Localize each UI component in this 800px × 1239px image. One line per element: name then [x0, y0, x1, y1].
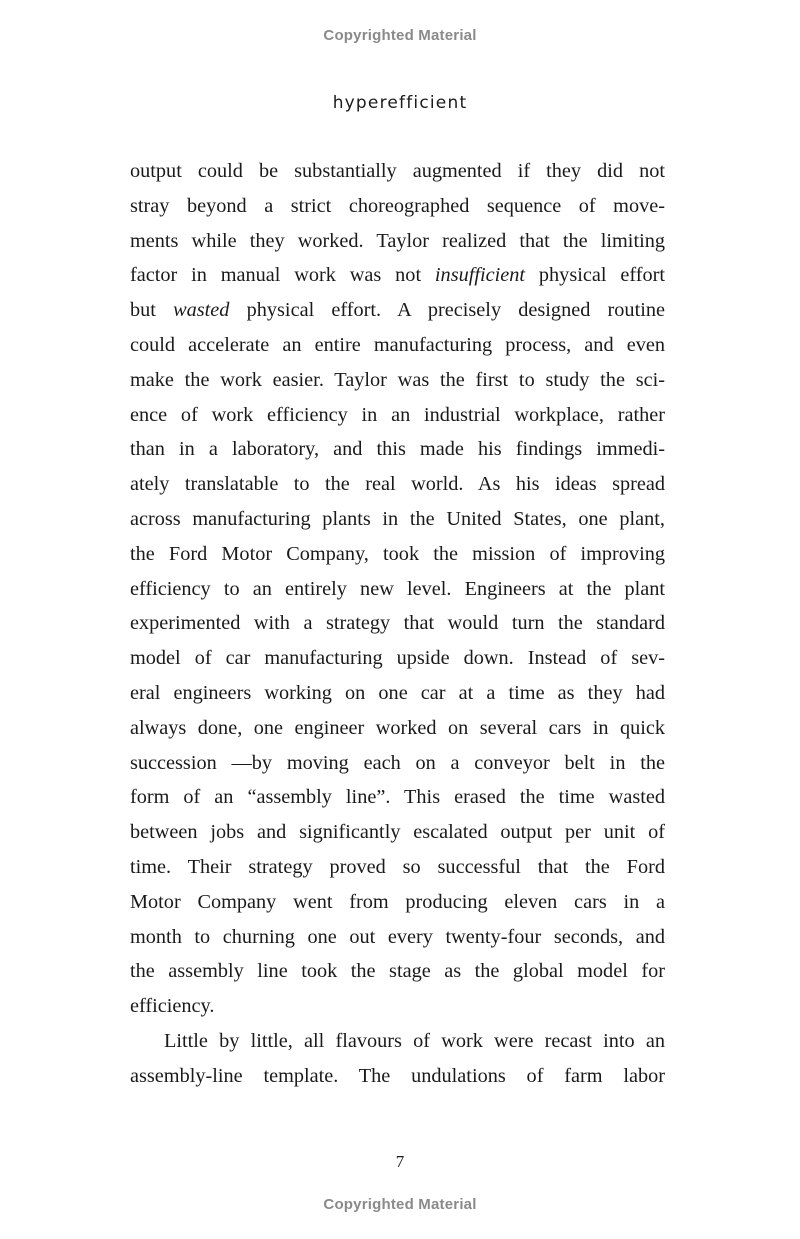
- emphasis-insufficient: insufficient: [434, 264, 526, 287]
- text-line: make the work easier. Taylor was the first to study the sci-: [130, 368, 665, 391]
- text-run: physical effort: [525, 264, 665, 287]
- copyright-watermark-bottom: Copyrighted Material: [323, 1196, 477, 1213]
- paragraph-1: [130, 154, 665, 1024]
- text-line: eral engineers working on one car at a time as they had: [130, 681, 665, 704]
- body-text: [130, 154, 665, 1094]
- text-line: across manufacturing plants in the United States, one plant,: [130, 507, 665, 530]
- paragraph-2: [130, 1024, 665, 1094]
- emphasis-wasted: wasted: [173, 299, 230, 322]
- text-line: time. Their strategy proved so successful that the Ford: [130, 855, 665, 878]
- text-run: but: [130, 299, 174, 322]
- text-line: assembly-line template. The undulations of farm labor: [130, 1064, 665, 1087]
- text-line: the assembly line took the stage as the global model for: [130, 960, 665, 983]
- text-line: month to churning one out every twenty-four seconds, and: [130, 925, 665, 948]
- text-run: factor in manual work was not: [130, 264, 435, 287]
- text-line: could accelerate an entire manufacturing process, and even: [130, 333, 665, 356]
- text-line: efficiency to an entirely new level. Engineers at the plant: [130, 577, 665, 600]
- text-line: experimented with a strategy that would turn the standard: [130, 612, 665, 635]
- text-line: output could be substantially augmented if they did not: [130, 160, 665, 182]
- text-line: Little by little, all flavours of work were recast into an: [164, 1029, 665, 1052]
- text-line: form of an “assembly line”. This erased the time wasted: [130, 786, 665, 809]
- text-line: [130, 293, 665, 328]
- text-line: model of car manufacturing upside down. Instead of sev-: [130, 647, 665, 670]
- text-line: efficiency.: [130, 995, 215, 1018]
- text-line: ments while they worked. Taylor realized that the limiting: [130, 229, 665, 252]
- text-line: ence of work efficiency in an industrial workplace, rather: [130, 403, 665, 426]
- text-line: Motor Company went from producing eleven cars in a: [130, 890, 665, 913]
- text-line: succession —by moving each on a conveyor belt in the: [130, 751, 665, 774]
- text-line: stray beyond a strict choreographed sequence of move-: [130, 194, 665, 217]
- copyright-watermark-top: Copyrighted Material: [323, 27, 477, 44]
- text-run: physical effort. A precisely designed routine: [229, 299, 665, 322]
- text-line: always done, one engineer worked on several cars in quick: [130, 716, 665, 739]
- text-line: between jobs and significantly escalated output per unit of: [130, 821, 665, 844]
- text-line: [130, 258, 665, 293]
- text-line: the Ford Motor Company, took the mission of improving: [130, 542, 665, 565]
- text-line: than in a laboratory, and this made his findings immedi-: [130, 438, 665, 461]
- page-number: 7: [395, 1152, 405, 1171]
- text-line: ately translatable to the real world. As his ideas spread: [130, 473, 665, 496]
- running-head: hyperefficient: [332, 93, 468, 113]
